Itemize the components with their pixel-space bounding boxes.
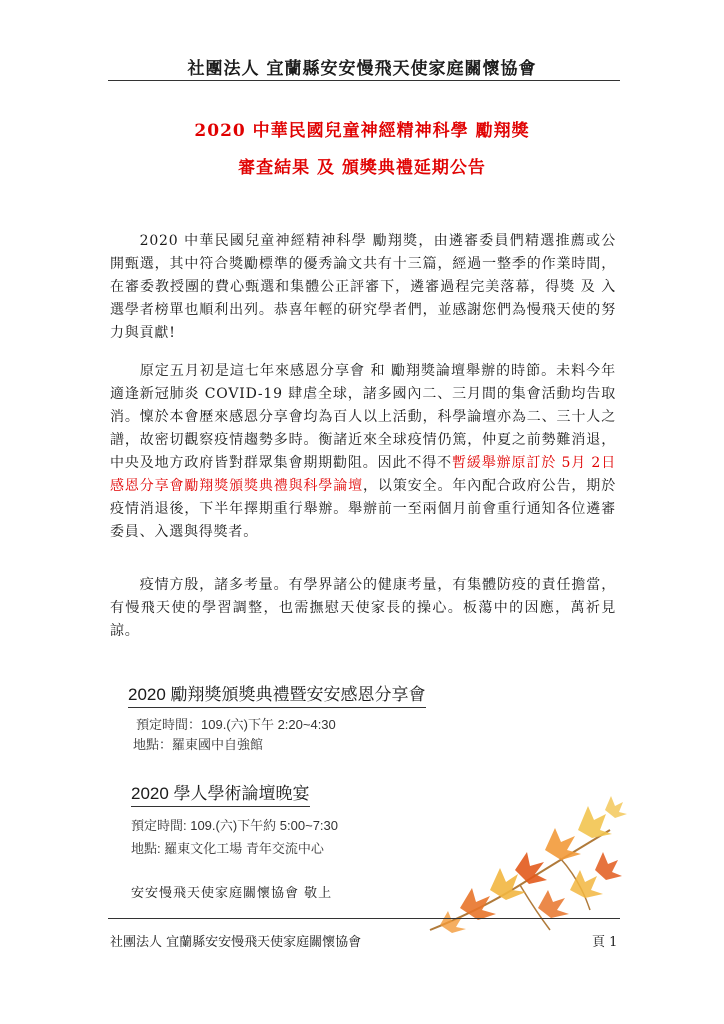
signoff: 安安慢飛天使家庭關懷協會 敬上 xyxy=(131,886,333,901)
header-organization: 社團法人 宜蘭縣安安慢飛天使家庭關懷協會 xyxy=(187,59,537,79)
paragraph-results xyxy=(110,230,616,345)
paragraph-postponement xyxy=(110,360,616,544)
postponement-highlight: 暫緩舉辦原訂於 5月 2日 感恩分享會勵翔獎頒獎典禮與科學論壇 xyxy=(110,455,616,494)
footer-organization: 社團法人 宜蘭縣安安慢飛天使家庭關懷協會 xyxy=(110,935,362,950)
paragraph-apology xyxy=(110,574,616,643)
page-number: 頁 1 xyxy=(592,935,618,950)
paragraph-results-text: 2020 中華民國兒童神經精神科學 勵翔獎，由遴審委員們精選推薦或公開甄選，其中符合獎勵標準的優秀論文共有十三篇，經過一整季的作業時間，在審委教授團的費心甄選和集體公正評審下，遴審過程完美落幕，得獎 及 入選學者榜單也順利出列。恭喜年輕的研究學者們，並感謝您們為慢飛天使的努力與貢獻! xyxy=(110,233,616,341)
announcement-subtitle: 審查結果 及 頒獎典禮延期公告 xyxy=(238,158,486,178)
paragraph-postponement-text-b: ，以策安全。年內配合政府公告，期於疫情消退後，下半年擇期重行舉辦。舉辦前一至兩個月前會重行通知各位遴審委員、入選與得獎者。 xyxy=(110,478,616,540)
header-divider xyxy=(108,80,620,81)
award-ceremony-time: 預定時間：109.(六)下午 2:20~4:30 xyxy=(136,717,336,732)
paragraph-apology-text: 疫情方殷，諸多考量。有學界諸公的健康考量，有集體防疫的責任擔當，有慢飛天使的學習調整，也需撫慰天使家長的操心。板蕩中的因應，萬祈見諒。 xyxy=(110,577,616,639)
forum-banquet-time: 預定時間: 109.(六)下午約 5:00~7:30 xyxy=(131,818,338,833)
leaf-cluster xyxy=(440,796,627,933)
paragraph-postponement-text-a: 原定五月初是這七年來感恩分享會 和 勵翔獎論壇舉辦的時節。未料今年適逢新冠肺炎 COVID-19 肆虐全球，諸多國內二、三月間的集會活動均告取消。懍於本會歷來感恩分享會均為百人以上活動，科學論壇亦為二、三十人之譜，故密切觀察疫情趨勢多時。衡諸近來全球疫情仍篤，仲夏之前勢難消退，中央及地方政府皆對群眾集會期期勸阻。因此不得不 xyxy=(110,363,616,471)
award-ceremony-place: 地點：羅東國中自強館 xyxy=(133,737,264,752)
footer-divider xyxy=(108,918,620,919)
award-ceremony-title: 2020 勵翔獎頒獎典禮暨安安感恩分享會 xyxy=(128,680,426,708)
announcement-title: 2020 中華民國兒童神經精神科學 勵翔獎 xyxy=(194,121,530,141)
forum-banquet-title: 2020 學人學術論壇晚宴 xyxy=(131,779,310,807)
forum-banquet-place: 地點: 羅東文化工場 青年交流中心 xyxy=(131,841,324,856)
